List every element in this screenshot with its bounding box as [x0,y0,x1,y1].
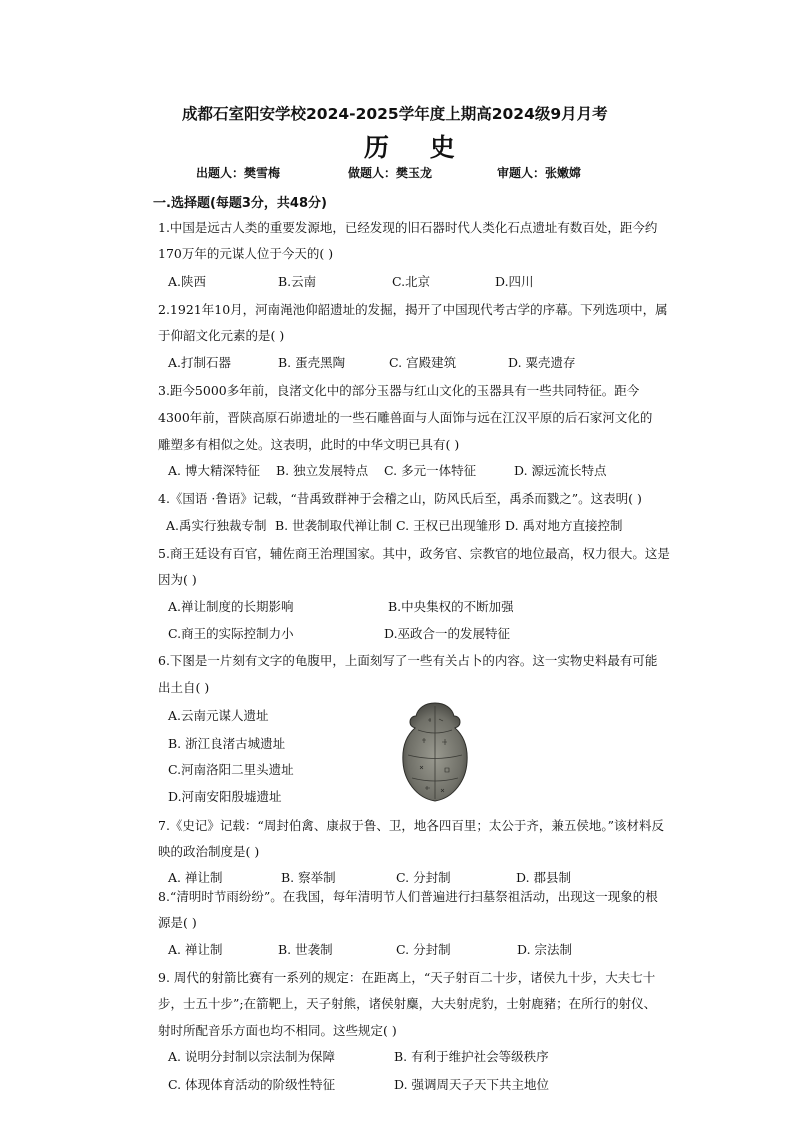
q6-stem-line2: 出土自( ) [158,680,210,695]
q3-option-b: B. 独立发展特点 [276,463,369,478]
q4-option-a: A.禹实行独裁专制 [166,518,267,533]
exam-title: 成都石室阳安学校2024-2025学年度上期高2024级9月月考 [182,105,608,123]
q6-option-b: B. 浙江良渚古城遗址 [168,736,286,751]
q9-stem-line3: 射时所配音乐方面也均不相同。这些规定( ) [158,1023,397,1038]
q5-option-c: C.商王的实际控制力小 [168,626,294,641]
section-heading: 一.选择题(每题3分，共48分) [153,196,327,211]
q8-stem-line2: 源是( ) [158,915,197,930]
subject-title: 历 史 [364,133,471,162]
q8-option-a: A. 禅让制 [168,942,223,957]
q1-option-d: D.四川 [495,274,534,289]
q2-stem-line1: 2.1921年10月，河南渑池仰韶遗址的发掘，揭开了中国现代考古学的序幕。下列选项中，属 [158,302,668,317]
q3-option-a: A. 博大精深特征 [168,463,260,478]
q3-stem-line1: 3.距今5000多年前，良渚文化中的部分玉器与红山文化的玉器具有一些共同特征。距今 [158,383,640,398]
q9-option-d: D. 强调周天子天下共主地位 [394,1077,550,1092]
q1-stem-line2: 170万年的元谋人位于今天的( ) [158,246,334,261]
q7-stem-line1: 7.《史记》记载：“周封伯禽、康叔于鲁、卫，地各四百里；太公于齐，兼五侯地。”该材料反 [158,818,664,833]
q2-stem-line2: 于仰韶文化元素的是( ) [158,328,285,343]
q1-option-b: B.云南 [278,274,317,289]
q8-option-d: D. 宗法制 [517,942,573,957]
q2-option-c: C. 宫殿建筑 [389,355,457,370]
q2-option-d: D. 粟壳遗存 [508,355,576,370]
q2-option-a: A.打制石器 [168,355,232,370]
q3-stem-line3: 雕塑多有相似之处。这表明，此时的中华文明已具有( ) [158,437,460,452]
q2-option-b: B. 蛋壳黑陶 [278,355,346,370]
q5-option-a: A.禅让制度的长期影响 [168,599,294,614]
q3-option-d: D. 源远流长特点 [514,463,607,478]
oracle-bone-turtle-shell-image [398,700,472,804]
setter-name: 出题人：樊雪梅 [196,166,281,180]
q7-option-d: D. 郡县制 [516,870,572,885]
q3-option-c: C. 多元一体特征 [384,463,477,478]
q9-stem-line2: 步，士五十步”;在箭靶上，天子射熊，诸侯射麋，大夫射虎豹，士射鹿豬；在所行的射仪、 [158,996,657,1011]
q7-option-c: C. 分封制 [396,870,451,885]
q8-option-c: C. 分封制 [396,942,451,957]
q7-option-b: B. 察举制 [281,870,336,885]
q5-option-b: B.中央集权的不断加强 [388,599,514,614]
q5-option-d: D.巫政合一的发展特征 [384,626,511,641]
q6-stem-line1: 6.下图是一片刻有文字的龟腹甲，上面刻写了一些有关占卜的内容。这一实物史料最有可能 [158,653,658,668]
q4-option-d: D. 禹对地方直接控制 [505,518,623,533]
q5-stem-line1: 5.商王廷设有百官，辅佐商王治理国家。其中，政务官、宗教官的地位最高，权力很大。这是 [158,546,670,561]
q1-option-c: C.北京 [392,274,431,289]
q4-stem-line1: 4.《国语 ·鲁语》记载，“昔禹致群神于会稽之山，防风氏后至，禹杀而戮之”。这表明( ) [158,491,642,506]
q3-stem-line2: 4300年前，晋陕高原石峁遗址的一些石雕兽面与人面饰与远在江汉平原的后石家河文化的 [158,410,653,425]
maker-name: 做题人：樊玉龙 [348,166,433,180]
q8-stem-line1: 8.“清明时节雨纷纷”。在我国，每年清明节人们普遍进行扫墓祭祖活动，出现这一现象的根 [158,889,658,904]
q1-stem-line1: 1.中国是远古人类的重要发源地，已经发现的旧石器时代人类化石点遗址有数百处，距今约 [158,220,658,235]
q4-option-b: B. 世袭制取代禅让制 [275,518,393,533]
q9-option-c: C. 体现体育活动的阶级性特征 [168,1077,336,1092]
q4-option-c: C. 王权已出现雏形 [396,518,501,533]
q7-option-a: A. 禅让制 [168,870,223,885]
q6-option-c: C.河南洛阳二里头遗址 [168,762,294,777]
q7-stem-line2: 映的政治制度是( ) [158,844,260,859]
q6-option-a: A.云南元谋人遗址 [168,708,269,723]
q9-option-a: A. 说明分封制以宗法制为保障 [168,1049,335,1064]
q1-option-a: A.陕西 [168,274,207,289]
q9-stem-line1: 9. 周代的射箭比赛有一系列的规定：在距离上，“天子射百二十步，诸侯九十步，大夫七十 [158,970,656,985]
q6-option-d: D.河南安阳殷墟遗址 [168,789,282,804]
q8-option-b: B. 世袭制 [278,942,333,957]
reviewer-name: 审题人：张嫩嫦 [497,166,582,180]
q5-stem-line2: 因为( ) [158,572,197,587]
q9-option-b: B. 有利于维护社会等级秩序 [394,1049,549,1064]
